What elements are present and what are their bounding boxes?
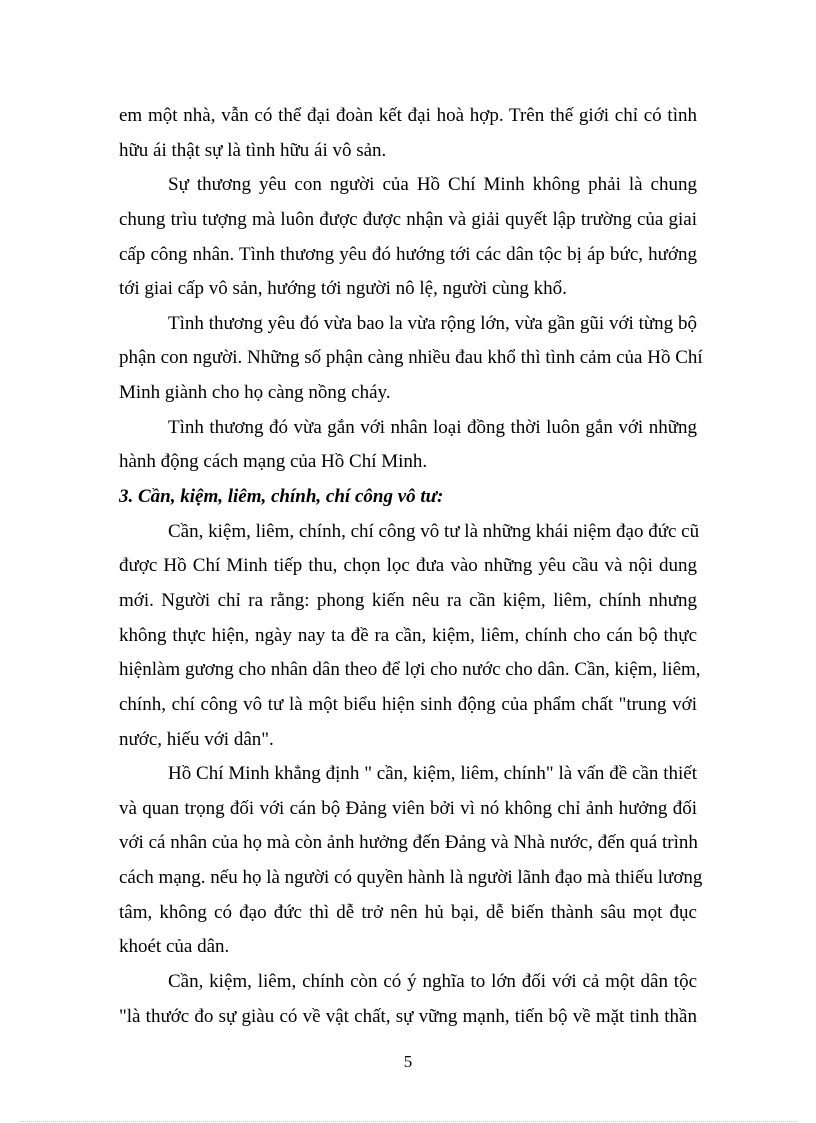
text-line: khoét của dân. <box>119 936 230 958</box>
text-line: Tình thương yêu đó vừa bao la vừa rộng lớn, vừa gần gũi với từng bộ <box>168 312 697 334</box>
text-line: tâm, không có đạo đức thì dễ trở nên hủ bại, dễ biến thành sâu mọt đục <box>119 901 697 923</box>
text-line: không thực hiện, ngày nay ta đề ra cần, kiệm, liêm, chính cho cán bộ thực <box>119 624 697 646</box>
text-line: chung trìu tượng mà luôn được được nhận và giải quyết lập trường của giai <box>119 208 697 230</box>
section-heading: 3. Cần, kiệm, liêm, chính, chí công vô tư: <box>119 486 444 508</box>
text-line: Tình thương đó vừa gắn với nhân loại đồng thời luôn gắn với những <box>168 416 697 438</box>
text-line: Hồ Chí Minh khẳng định " cần, kiệm, liêm, chính" là vấn đề cần thiết <box>168 763 697 785</box>
text-line: em một nhà, vẫn có thể đại đoàn kết đại hoà hợp. Trên thế giới chỉ có tình <box>119 105 697 126</box>
text-line: được Hồ Chí Minh tiếp thu, chọn lọc đưa vào những yêu cầu và nội dung <box>119 555 697 577</box>
text-line: Cần, kiệm, liêm, chính, chí công vô tư là những khái niệm đạo đức cũ <box>168 520 700 542</box>
text-line: với cá nhân của họ mà còn ảnh hưởng đến Đảng và Nhà nước, đến quá trình <box>119 832 698 854</box>
text-line: hành động cách mạng của Hồ Chí Minh. <box>119 451 428 473</box>
text-line: hữu ái thật sự là tình hữu ái vô sản. <box>119 139 387 161</box>
text-line: Minh giành cho họ càng nồng cháy. <box>119 382 391 404</box>
page-border-rule <box>20 1121 796 1122</box>
text-line: "là thước đo sự giàu có về vật chất, sự vững mạnh, tiến bộ về mặt tinh thần <box>119 1005 697 1027</box>
text-line: Sự thương yêu con người của Hồ Chí Minh không phải là chung <box>168 174 697 196</box>
text-line: mới. Người chỉ ra rằng: phong kiến nêu ra cần kiệm, liêm, chính nhưng <box>119 589 697 611</box>
page-number: 5 <box>403 1052 413 1071</box>
text-line: hiệnlàm gương cho nhân dân theo để lợi cho nước cho dân. Cần, kiệm, liêm, <box>119 659 701 681</box>
text-line: cách mạng. nếu họ là người có quyền hành là người lãnh đạo mà thiếu lương <box>119 867 703 889</box>
body-text <box>119 99 703 1034</box>
text-line: tới giai cấp vô sản, hướng tới người nô lệ, người cùng khổ. <box>119 278 567 300</box>
text-line: phận con người. Những số phận càng nhiều đau khổ thì tình cảm của Hồ Chí <box>119 347 703 369</box>
text-line: và quan trọng đối với cán bộ Đảng viên bởi vì nó không chỉ ảnh hưởng đối <box>119 797 697 819</box>
text-line: Cần, kiệm, liêm, chính còn có ý nghĩa to lớn đối với cả một dân tộc <box>168 971 697 993</box>
text-line: cấp công nhân. Tình thương yêu đó hướng tới các dân tộc bị áp bức, hướng <box>119 243 697 265</box>
text-line: nước, hiếu với dân". <box>119 728 274 750</box>
text-line: chính, chí công vô tư là một biểu hiện sinh động của phẩm chất "trung với <box>119 693 697 715</box>
